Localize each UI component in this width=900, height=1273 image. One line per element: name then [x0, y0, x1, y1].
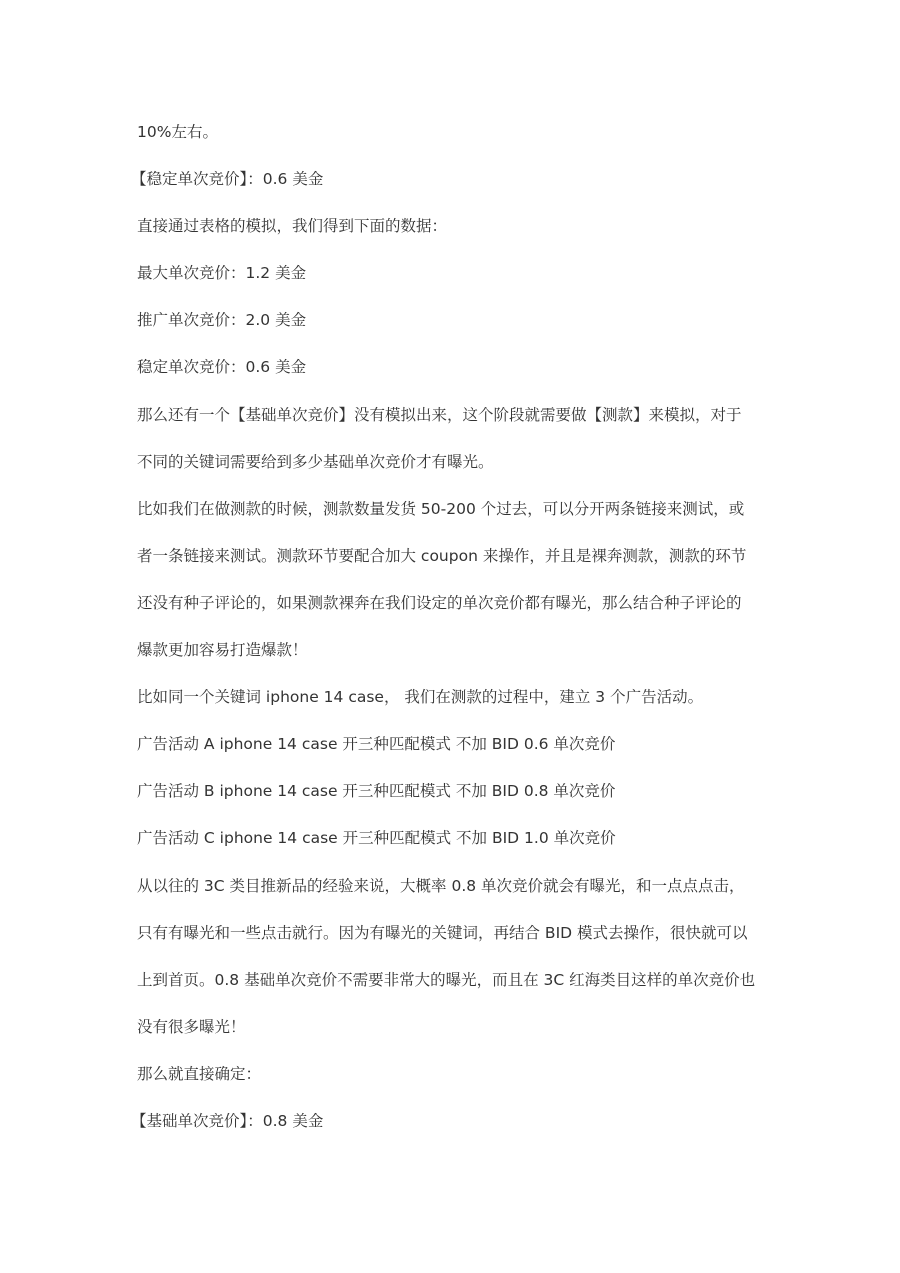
text-line: 不同的关键词需要给到多少基础单次竞价才有曝光。 [137, 452, 494, 471]
text-line: 比如我们在做测款的时候，测款数量发货 50-200 个过去，可以分开两条链接来测试，或 [137, 499, 745, 518]
text-line: 从以往的 3C 类目推新品的经验来说，大概率 0.8 单次竞价就会有曝光，和一点点点击， [137, 876, 745, 895]
text-line: 稳定单次竞价：0.6 美金 [137, 358, 307, 377]
text-line: 那么就直接确定： [137, 1064, 262, 1083]
text-line: 10%左右。 [137, 123, 218, 141]
text-line: 最大单次竞价：1.2 美金 [137, 264, 307, 283]
text-line: 没有很多曝光！ [137, 1017, 246, 1036]
text-line: 【稳定单次竞价】：0.6 美金 [131, 170, 324, 189]
text-line: 者一条链接来测试。测款环节要配合加大 coupon 来操作，并且是裸奔测款，测款的环节 [137, 546, 747, 565]
text-line: 广告活动 C iphone 14 case 开三种匹配模式 不加 BID 1.0 单次竞价 [137, 829, 616, 848]
text-line: 只有有曝光和一些点击就行。因为有曝光的关键词，再结合 BID 模式去操作，很快就可以 [137, 923, 748, 942]
text-line: 比如同一个关键词 iphone 14 case， 我们在测款的过程中，建立 3 个广告活动。 [137, 688, 704, 707]
document-body [131, 118, 777, 1154]
text-line: 还没有种子评论的，如果测款裸奔在我们设定的单次竞价都有曝光，那么结合种子评论的 [137, 593, 742, 612]
text-line: 广告活动 A iphone 14 case 开三种匹配模式 不加 BID 0.6 单次竞价 [137, 735, 616, 754]
text-line: 爆款更加容易打造爆款！ [137, 641, 308, 660]
text-line: 【基础单次竞价】：0.8 美金 [131, 1111, 324, 1130]
text-line: 广告活动 B iphone 14 case 开三种匹配模式 不加 BID 0.8 单次竞价 [137, 782, 616, 801]
text-line: 上到首页。0.8 基础单次竞价不需要非常大的曝光，而且在 3C 红海类目这样的单次竞价也 [137, 970, 756, 989]
text-line: 那么还有一个【基础单次竞价】没有模拟出来，这个阶段就需要做【测款】来模拟，对于 [137, 405, 742, 424]
text-line: 直接通过表格的模拟，我们得到下面的数据： [137, 217, 448, 236]
text-line: 推广单次竞价：2.0 美金 [137, 311, 307, 330]
